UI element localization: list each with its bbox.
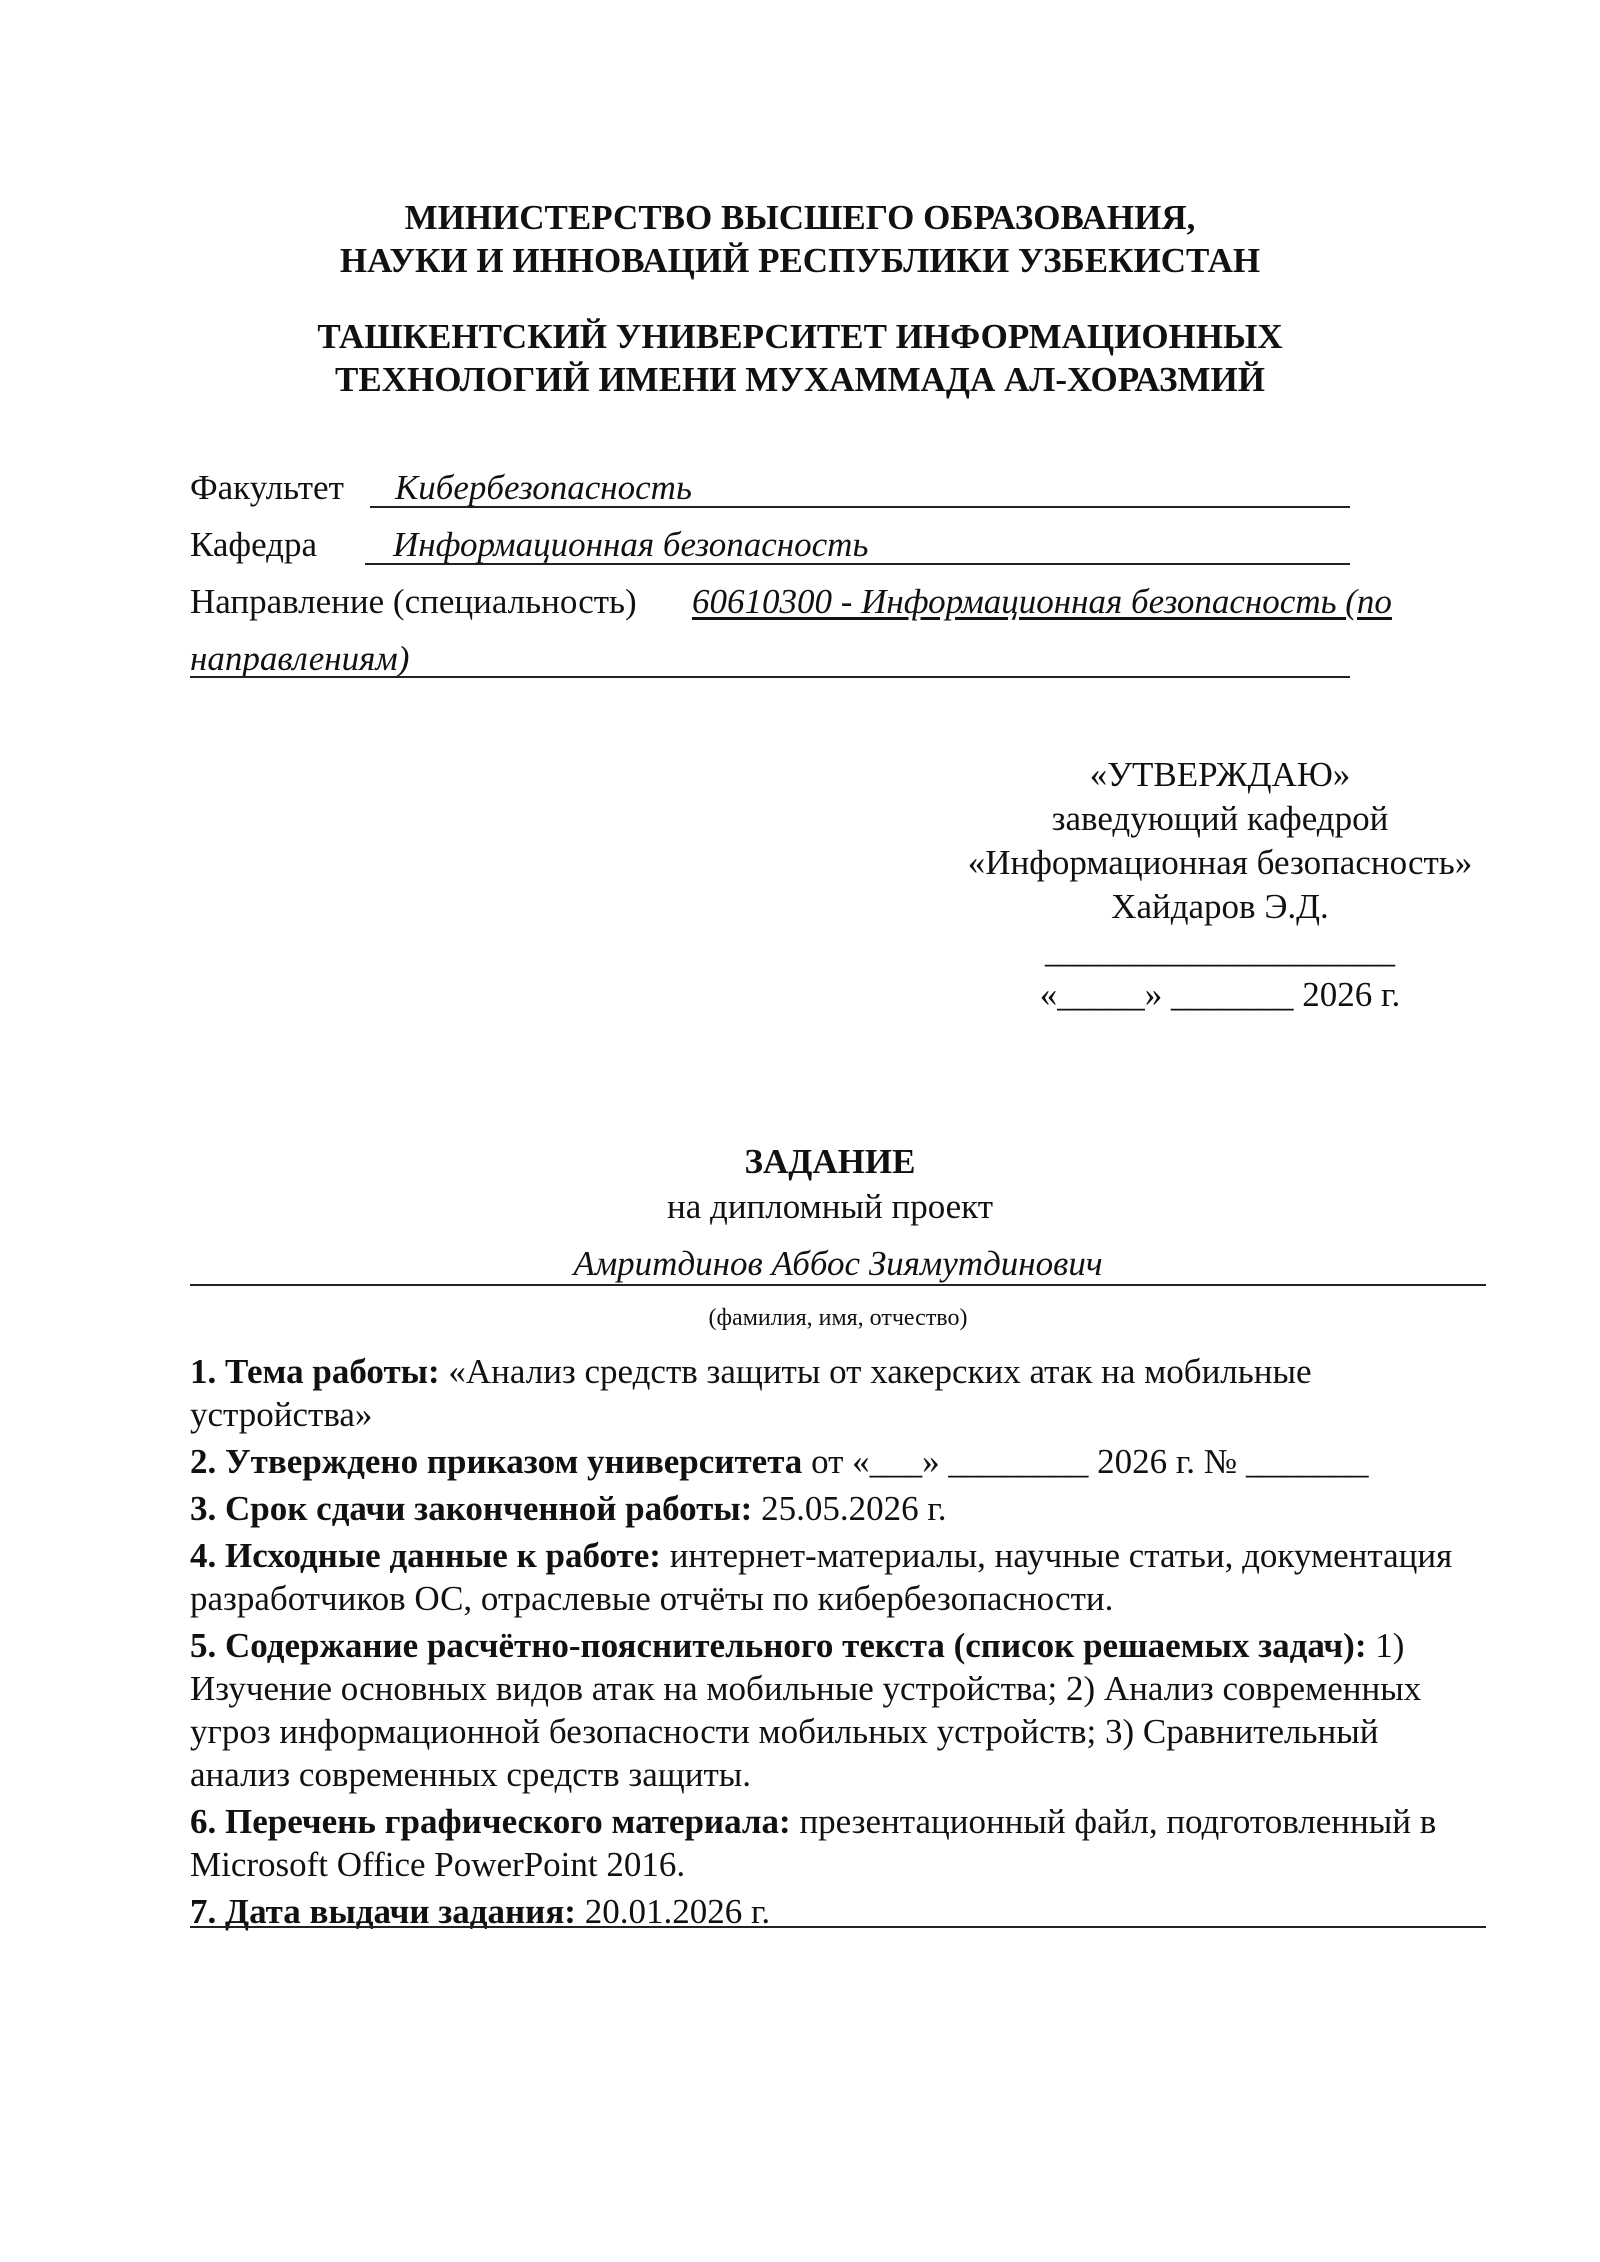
direction-label: Направление (специальность) bbox=[190, 582, 637, 621]
item-2-text: от «___» ________ 2026 г. № _______ bbox=[811, 1442, 1369, 1481]
approval-department: «Информационная безопасность» bbox=[967, 843, 1473, 882]
item-5-text: 1) Изучение основных видов атак на мобильные устройства; 2) Анализ современных угроз информационной безопасности мобильных устройств; 3) Сравнительный анализ современных средств защиты. bbox=[190, 1626, 1422, 1794]
approval-name: Хайдаров Э.Д. bbox=[1111, 887, 1329, 926]
approval-block bbox=[880, 753, 1560, 1017]
university-line-1: ТАШКЕНТСКИЙ УНИВЕРСИТЕТ ИНФОРМАЦИОННЫХ bbox=[317, 317, 1283, 356]
assignment-subtitle: на дипломный проект bbox=[667, 1187, 993, 1226]
item-5-label: 5. Содержание расчётно-пояснительного текста (список решаемых задач): bbox=[190, 1626, 1367, 1665]
approval-signature-line: ____________________ bbox=[1045, 931, 1395, 970]
item-7-label: 7. Дата выдачи задания: bbox=[190, 1892, 576, 1931]
task-items bbox=[190, 1350, 1486, 1937]
item-7-text: 20.01.2026 г. bbox=[584, 1892, 771, 1931]
item-6 bbox=[190, 1800, 1486, 1886]
item-1-text: «Анализ средств защиты от хакерских атак на мобильные устройства» bbox=[190, 1352, 1312, 1434]
item-4-text: интернет-материалы, научные статьи, документация разработчиков ОС, отраслевые отчёты по кибербезопасности. bbox=[190, 1536, 1453, 1618]
item-2-label: 2. Утверждено приказом университета bbox=[190, 1442, 803, 1481]
item-1 bbox=[190, 1350, 1486, 1436]
direction-value-line-1: 60610300 - Информационная безопасность (по bbox=[692, 582, 1392, 621]
item-2 bbox=[190, 1440, 1486, 1483]
student-name-underline bbox=[190, 1284, 1486, 1286]
name-caption: (фамилия, имя, отчество) bbox=[708, 1305, 968, 1331]
ministry-line-1: МИНИСТЕРСТВО ВЫСШЕГО ОБРАЗОВАНИЯ, bbox=[404, 198, 1196, 237]
item-6-text: презентационный файл, подготовленный в Microsoft Office PowerPoint 2016. bbox=[190, 1802, 1437, 1884]
student-name: Амритдинов Аббос Зиямутдинович bbox=[573, 1244, 1103, 1283]
faculty-label: Факультет bbox=[190, 468, 344, 507]
ministry-line-2: НАУКИ И ИННОВАЦИЙ РЕСПУБЛИКИ УЗБЕКИСТАН bbox=[339, 241, 1261, 280]
approval-position: заведующий кафедрой bbox=[1051, 799, 1389, 838]
item-1-label: 1. Тема работы: bbox=[190, 1352, 440, 1391]
items-bottom-rule bbox=[190, 1926, 1486, 1928]
item-4-label: 4. Исходные данные к работе: bbox=[190, 1536, 661, 1575]
approval-date-line: «_____» _______ 2026 г. bbox=[1039, 975, 1401, 1014]
university-line-2: ТЕХНОЛОГИЙ ИМЕНИ МУХАММАДА АЛ-ХОРАЗМИЙ bbox=[335, 360, 1265, 399]
assignment-title: ЗАДАНИЕ bbox=[744, 1142, 916, 1181]
item-5 bbox=[190, 1624, 1486, 1796]
approval-title: «УТВЕРЖДАЮ» bbox=[1089, 755, 1351, 794]
direction-underline bbox=[190, 676, 1350, 678]
department-label: Кафедра bbox=[190, 525, 318, 564]
item-4 bbox=[190, 1534, 1486, 1620]
item-3-label: 3. Срок сдачи законченной работы: bbox=[190, 1489, 753, 1528]
item-3 bbox=[190, 1487, 1486, 1530]
direction-value-line-2: направлениям) bbox=[190, 639, 410, 678]
faculty-value: Кибербезопасность bbox=[395, 468, 692, 507]
department-value: Информационная безопасность bbox=[393, 525, 869, 564]
item-6-label: 6. Перечень графического материала: bbox=[190, 1802, 791, 1841]
item-3-text: 25.05.2026 г. bbox=[761, 1489, 947, 1528]
